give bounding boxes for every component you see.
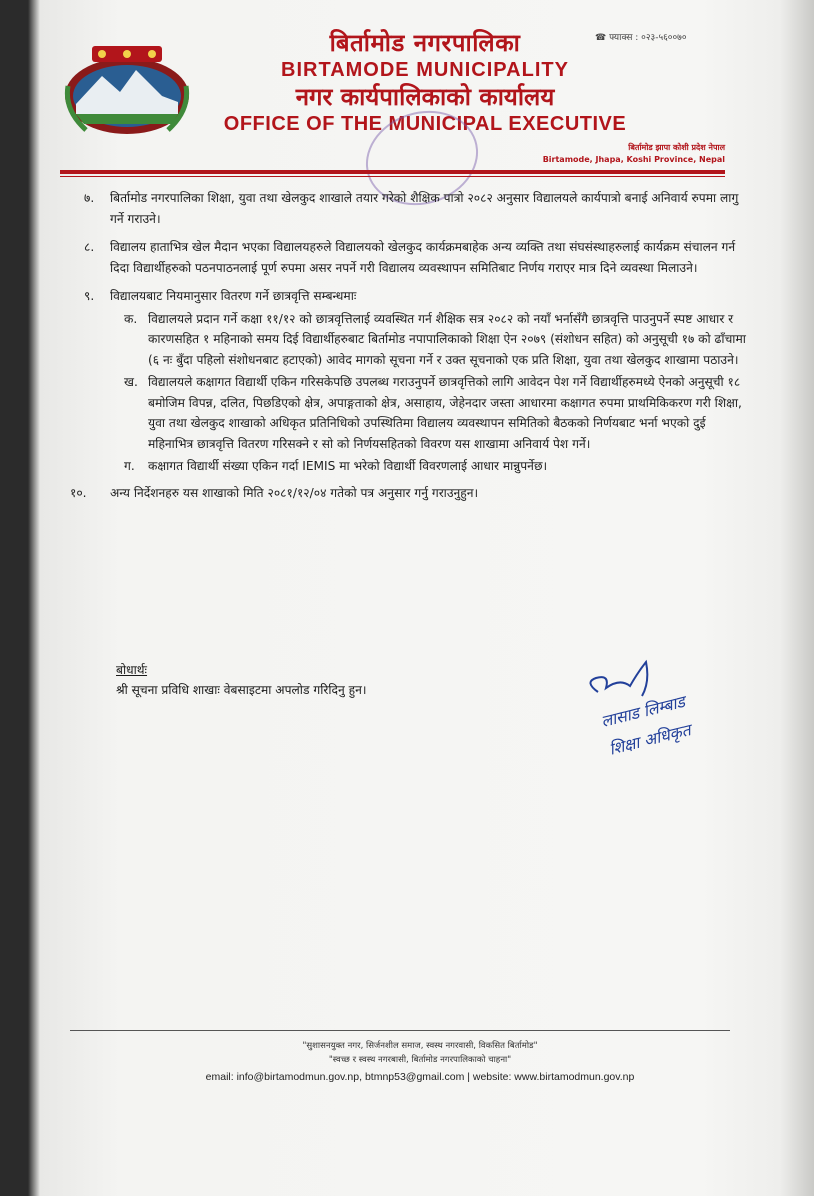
item-text: विद्यालय हाताभित्र खेल मैदान भएका विद्यालयहरुले विद्यालयको खेलकुद कार्यक्रमबाहेक अन्य व्यक्ति तथा संघसंस्थाहरुलाई कार्यक्रम संचालन गर्न दिदा विद्यार्थीहरुको पठनपाठनलाई पूर्ण रुपमा असर नपर्ने गरी विद्यालय व्यवस्थापन समितिबाट निर्णय गराएर मात्र दिने व्यवस्था मिलाउने। [110, 240, 736, 275]
header-divider [60, 170, 725, 174]
address-en: Birtamode, Jhapa, Koshi Province, Nepal [542, 155, 725, 164]
sub-list-item [70, 372, 750, 454]
list-item [70, 237, 750, 278]
footer-divider [70, 1030, 730, 1031]
phone-number: ☎ फ्याक्स : ०२३-५६००७० [595, 33, 687, 43]
footer-contact: email: info@birtamodmun.gov.np, btmnp53@gmail.com | website: www.birtamodmun.gov.np [205, 1071, 635, 1083]
office-name-ne: नगर कार्यपालिकाको कार्यालय [295, 83, 555, 111]
footer-slogan-2: "स्वच्छ र स्वस्थ नगरबासी, बिर्तामोड नगरपालिकाको चाहना" [328, 1055, 512, 1065]
item-text: विद्यालयबाट नियमानुसार वितरण गर्ने छात्रवृत्ति सम्बन्धमाः [110, 289, 357, 303]
item-number: ७. [84, 191, 95, 205]
item-text: अन्य निर्देशनहरु यस शाखाको मिति २०८१/१२/०४ गतेको पत्र अनुसार गर्नु गराउनुहुन। [110, 485, 479, 500]
office-address [500, 142, 725, 166]
letter-page [40, 0, 800, 1196]
sub-list-item [70, 456, 750, 477]
item-number: ९. [84, 289, 95, 303]
municipality-name-en: BIRTAMODE MUNICIPALITY [281, 59, 569, 81]
item-number: १०. [70, 485, 87, 500]
municipality-logo-icon [62, 40, 192, 136]
sub-item-text: कक्षागत विद्यार्थी संख्या एकिन गर्दा IEMIS मा भरेको विद्यार्थी विवरणलाई आधार मान्नुपर्नेछ। [148, 459, 548, 473]
sub-list-item [70, 309, 750, 371]
sub-item-letter: क. [124, 311, 138, 326]
sub-item-text: विद्यालयले प्रदान गर्ने कक्षा ११/१२ को छात्रवृत्तिलाई व्यवस्थित गर्न शैक्षिक सत्र २०८२ को नयाँ भर्नासँगै छात्रवृत्ति पाउनुपर्ने स्पष्ट आधार र कारणसहित १ महिनाको समय दिई विद्यार्थीहरुबाट बिर्तामोड नपापालिकाको शिक्षा ऐन २०७९ (संशोधन सहित) को अनुसूची १७ को ढाँचामा (६ नः बुँदा पहिलो संशोधनबाट हटाएको) आवेद मागको सूचना गर्ने र उक्त सूचनाको एक प्रति शिक्षा, युवा तथा खेलकुद शाखामा पठाउने। [148, 311, 746, 367]
municipality-name-ne: बिर्तामोड नगरपालिका [329, 29, 521, 57]
signatory-title: शिक्षा अधिकृत [607, 720, 693, 759]
item-text: बिर्तामोड नगरपालिका शिक्षा, युवा तथा खेलकुद शाखाले तयार गरेको शैक्षिक पात्रो २०८२ अनुसार विद्यालयले कार्यपात्रो बनाई अनिवार्य रुपमा लागु गर्ने गराउने। [110, 191, 739, 226]
cc-section [116, 660, 366, 700]
cc-text: श्री सूचना प्रविधि शाखाः वेबसाइटमा अपलोड गरिदिनु हुन। [116, 683, 367, 697]
header-divider-thin [60, 176, 725, 177]
list-item [70, 286, 750, 307]
signatory-name: लासाड लिम्बाड [599, 691, 687, 732]
list-item [70, 483, 750, 504]
sub-item-text: विद्यालयले कक्षागत विद्यार्थी एकिन गरिसकेपछि उपलब्ध गराउनुपर्ने छात्रवृत्तिको लागि आवेदन पेश गर्ने विद्यार्थीहरुमध्ये ऐनको अनुसूची १८ बमोजिम विपन्न, दलित, पिछडिएको क्षेत्र, अपाङ्गताको क्षेत्र, असाहाय, जेहेनदार जस्ता आधारमा कक्षागत रुपमा प्राथमिकिकरण गरी शिक्षा, युवा तथा खेलकुद शाखाको अधिकृत प्रतिनिधिको उपस्थितिमा विद्यालय व्यवस्थापन समितिको बैठकको निर्णयबाट भर्ना भएको दुई महिनाभित्र छात्रवृत्ति वितरण गरिसक्ने र सो को निर्णयसहितको विवरण यस शाखामा अनिवार्य पेश गर्ने। [148, 375, 742, 451]
sub-item-letter: ग. [124, 459, 135, 473]
list-item [70, 188, 750, 229]
signature-block [580, 652, 760, 772]
letter-body [70, 188, 750, 511]
footer-slogan-1: "सुशासनयुक्त नगर, सिर्जनशील समाज, स्वस्थ नगरवासी, विकसित बिर्तामोड" [302, 1041, 538, 1051]
item-number: ८. [84, 240, 95, 254]
cc-label: बोधार्थः [116, 663, 148, 677]
office-name-en: OFFICE OF THE MUNICIPAL EXECUTIVE [223, 113, 627, 135]
address-ne: बिर्तामोड झापा कोशी प्रदेश नेपाल [628, 143, 725, 152]
sub-item-letter: ख. [124, 375, 138, 389]
